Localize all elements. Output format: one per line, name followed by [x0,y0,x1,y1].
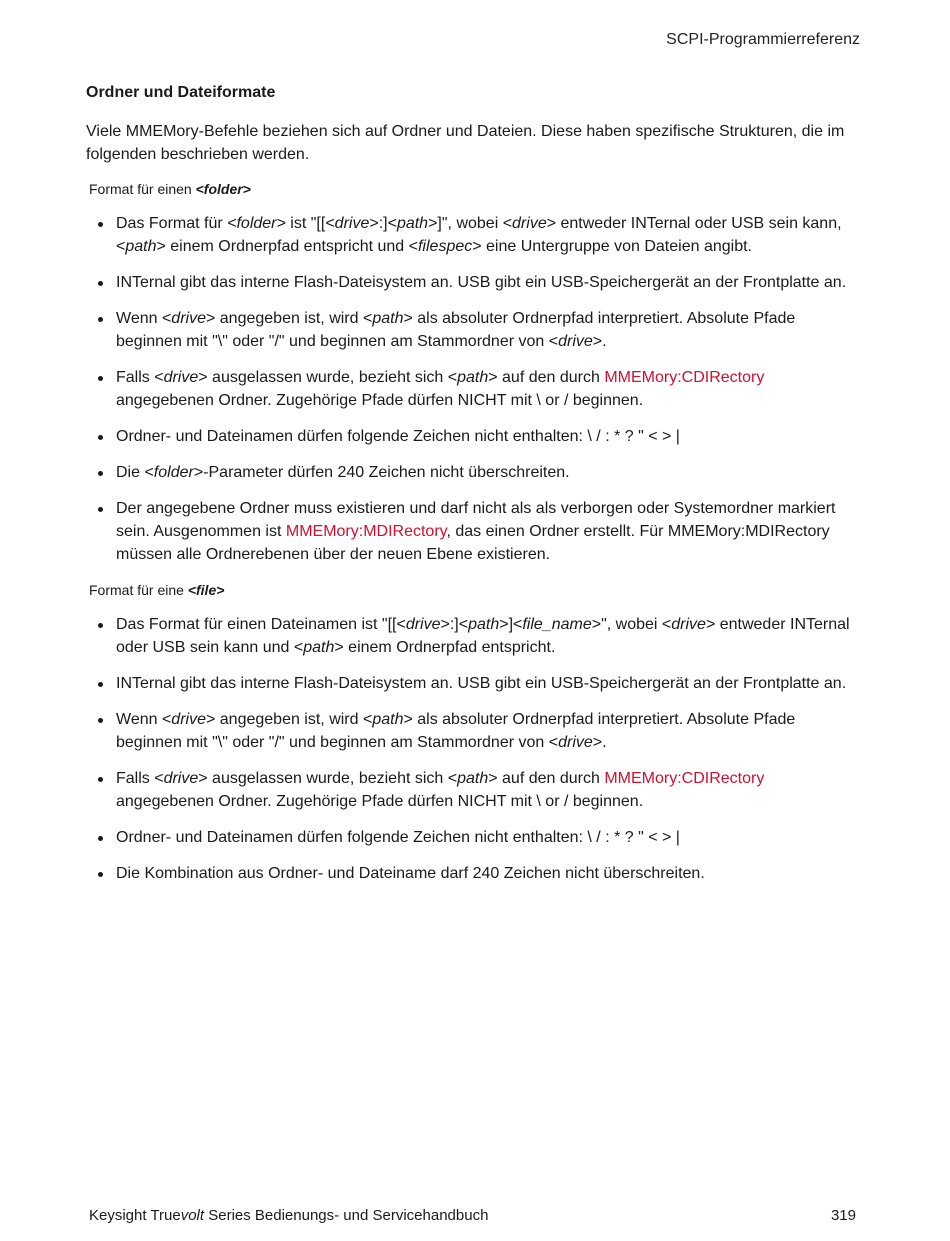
list-item: Die <folder>-Parameter dürfen 240 Zeichen nicht überschreiten. [86,461,862,484]
running-header: SCPI-Programmierreferenz [666,31,860,48]
list-item: Ordner- und Dateinamen dürfen folgende Zeichen nicht enthalten: \ / : * ? " < > | [86,425,862,448]
subhead-prefix: Format für einen [89,181,196,197]
page-content [86,81,862,898]
list-item: Die Kombination aus Ordner- und Dateiname darf 240 Zeichen nicht überschreiten. [86,862,862,885]
list-item: INTernal gibt das interne Flash-Dateisystem an. USB gibt ein USB-Speichergerät an der Frontplatte an. [86,672,862,695]
list-item: Wenn <drive> angegeben ist, wird <path> als absoluter Ordnerpfad interpretiert. Absolute Pfade beginnen mit "\" oder "/" und beginnen am Stammordner von <drive>. [86,307,862,353]
intro-paragraph: Viele MMEMory-Befehle beziehen sich auf Ordner und Dateien. Diese haben spezifische Strukturen, die im folgenden beschrieben werden. [86,123,845,163]
folder-format-subhead [89,178,862,200]
list-item: Wenn <drive> angegeben ist, wird <path> als absoluter Ordnerpfad interpretiert. Absolute Pfade beginnen mit "\" oder "/" und beginnen am Stammordner von <drive>. [86,708,862,754]
section-title: Ordner und Dateiformate [86,84,276,101]
list-item: Falls <drive> ausgelassen wurde, bezieht sich <path> auf den durch MMEMory:CDIRectory angegebenen Ordner. Zugehörige Pfade dürfen NICHT mit \ or / beginnen. [86,767,862,813]
folder-rules-list [86,212,862,566]
footer-manual-title: Keysight Truevolt Series Bedienungs- und Servicehandbuch [89,1207,489,1224]
subhead-keyword: <file> [187,582,225,598]
list-item: Falls <drive> ausgelassen wurde, bezieht sich <path> auf den durch MMEMory:CDIRectory angegebenen Ordner. Zugehörige Pfade dürfen NICHT mit \ or / beginnen. [86,366,862,412]
cdirectory-link[interactable]: MMEMory:CDIRectory [604,369,765,386]
mdirectory-link[interactable]: MMEMory:MDIRectory [285,523,447,540]
subhead-keyword: <folder> [195,181,251,197]
subhead-prefix: Format für eine [89,582,188,598]
list-item: INTernal gibt das interne Flash-Dateisystem an. USB gibt ein USB-Speichergerät an der Frontplatte an. [86,271,862,294]
page-number: 319 [830,1207,856,1224]
list-item: Das Format für <folder> ist "[[<drive>:]<path>]", wobei <drive> entweder INTernal oder USB sein kann, <path> einem Ordnerpfad entspricht und <filespec> eine Untergruppe von Dateien angibt. [86,212,862,258]
list-item: Ordner- und Dateinamen dürfen folgende Zeichen nicht enthalten: \ / : * ? " < > | [86,826,862,849]
list-item: Das Format für einen Dateinamen ist "[[<drive>:]<path>]<file_name>", wobei <drive> entweder INTernal oder USB sein kann und <path> einem Ordnerpfad entspricht. [86,613,862,659]
list-item: Der angegebene Ordner muss existieren und darf nicht als als verborgen oder Systemordner markiert sein. Ausgenommen ist MMEMory:MDIRectory, das einen Ordner erstellt. Für MMEMory:MDIRectory müssen alle Ordnerebenen über der neuen Ebene existieren. [86,497,862,566]
file-rules-list [86,613,862,885]
file-format-subhead [89,579,862,601]
cdirectory-link[interactable]: MMEMory:CDIRectory [604,770,765,787]
